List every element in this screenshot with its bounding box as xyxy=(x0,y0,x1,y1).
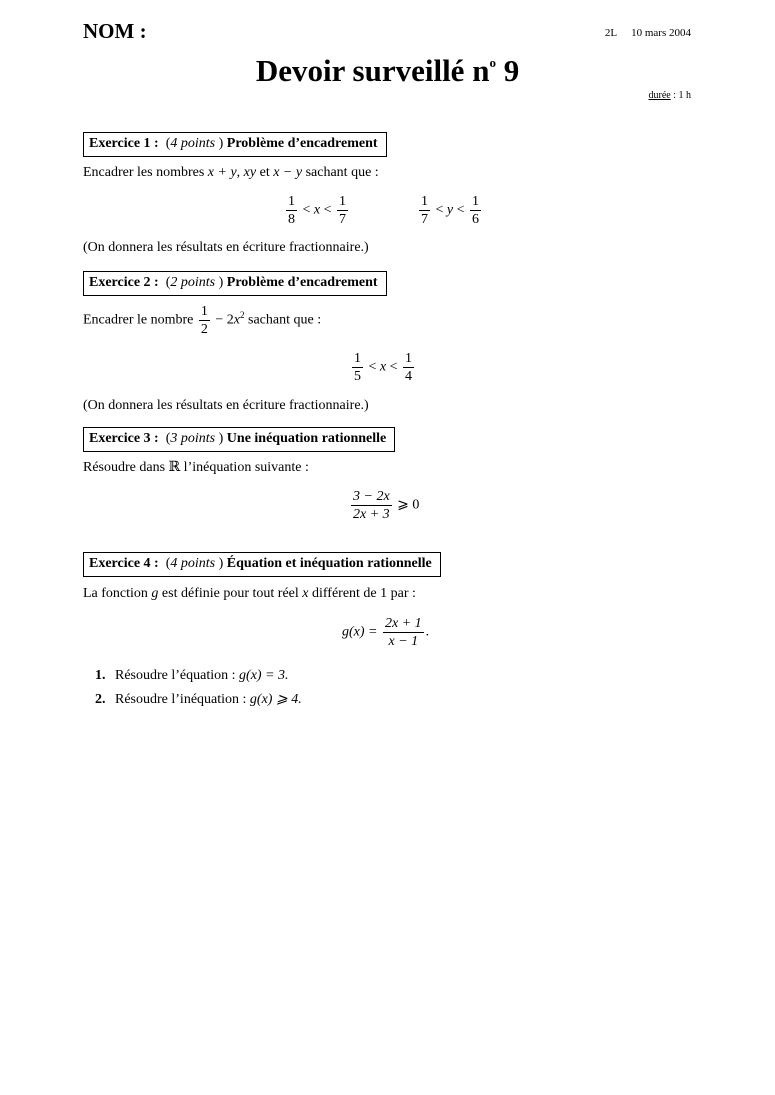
list-item: 1. Résoudre l’équation : g(x) = 3. xyxy=(95,668,289,683)
exercise-1-header: Exercice 1 : (4 points ) Problème d’encadrement xyxy=(83,132,387,157)
duration: durée : 1 h xyxy=(648,90,691,101)
class-label: 2L xyxy=(604,27,618,39)
exercise-1-bounds-y: $\frac{1}{7}$ < y < $\frac{1}{6}$ xyxy=(421,194,480,227)
exercise-2-statement: Encadrer le nombre $\frac{1}{2}$ − $2x^2$ sachant que : xyxy=(83,304,322,337)
exercise-4-header: Exercice 4 : (4 points ) Équation et inéquation rationnelle xyxy=(83,552,441,577)
list-item: 2. Résoudre l’inéquation : g(x) ⩾ 4. xyxy=(95,692,302,707)
page-title: Devoir surveillé $n^o$ 9 xyxy=(255,53,520,88)
exercise-3-statement: Résoudre dans ℝ l’inéquation suivante : xyxy=(83,460,309,475)
student-name-label: NOM : xyxy=(83,19,147,43)
exercise-3-header: Exercice 3 : (3 points ) Une inéquation rationnelle xyxy=(83,427,395,452)
date-label: 10 mars 2004 xyxy=(631,27,691,39)
exercise-1-statement: Encadrer les nombres x + y, xy et x − y sachant que : xyxy=(83,165,379,180)
exercise-2-bounds: $\frac{1}{5}$ < x < $\frac{1}{4}$ xyxy=(354,351,413,384)
exercise-4-function-definition: g(x) = $\frac{2x + 1}{x - 1}$ . xyxy=(342,616,430,649)
exercise-1-note: (On donnera les résultats en écriture fractionnaire.) xyxy=(83,240,369,255)
exercise-4-questions xyxy=(95,668,302,714)
exercise-2-header: Exercice 2 : (2 points ) Problème d’encadrement xyxy=(83,271,387,296)
exercise-2-note: (On donnera les résultats en écriture fractionnaire.) xyxy=(83,398,369,413)
exercise-3-inequation: $\frac{3 - 2x}{2x + 3}$ ⩾ 0 xyxy=(353,489,420,522)
exercise-4-statement: La fonction g est définie pour tout réel x différent de 1 par : xyxy=(83,586,416,601)
class-date xyxy=(591,27,691,39)
exercise-1-bounds-x: $\frac{1}{8}$ < x < $\frac{1}{7}$ xyxy=(288,194,347,227)
